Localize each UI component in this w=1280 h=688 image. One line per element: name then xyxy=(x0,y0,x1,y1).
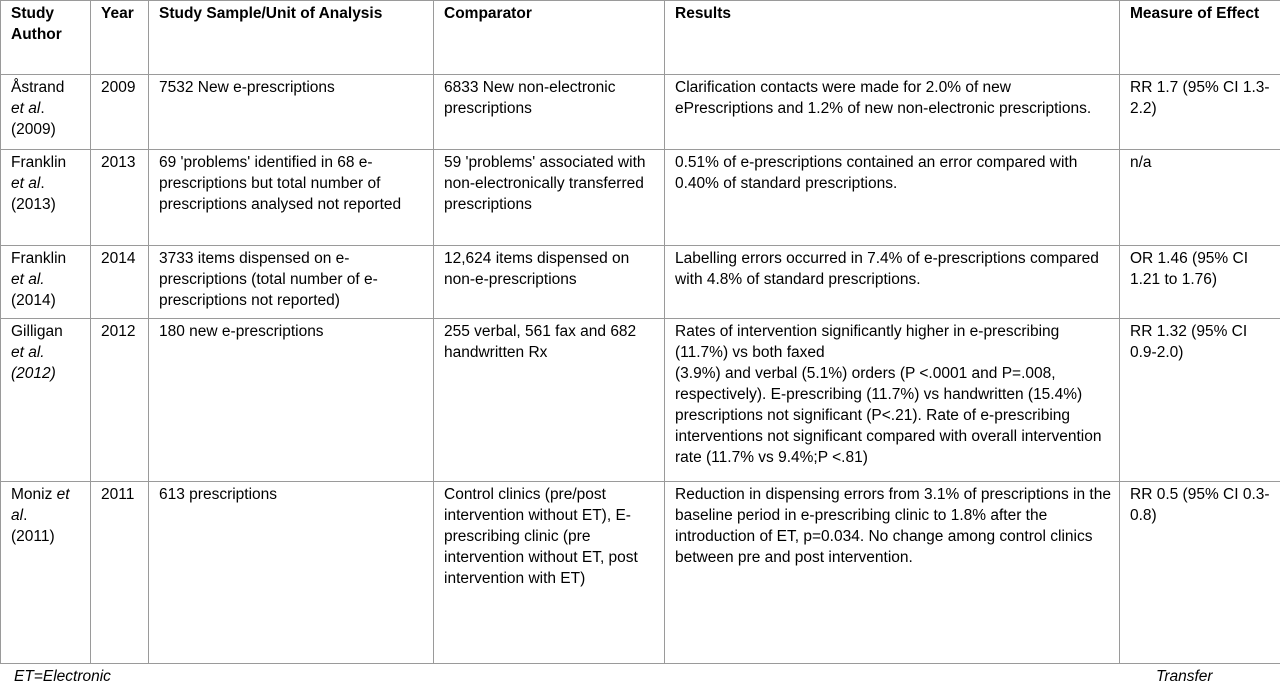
cell-effect: RR 1.32 (95% CI 0.9-2.0) xyxy=(1120,319,1280,482)
cell-author xyxy=(1,319,91,482)
cell-comparator: Control clinics (pre/post intervention without ET), E-prescribing clinic (pre intervention without ET, post intervention with ET) xyxy=(434,482,665,664)
cell-comparator: 255 verbal, 561 fax and 682 handwritten Rx xyxy=(434,319,665,482)
cell-effect: RR 1.7 (95% CI 1.3-2.2) xyxy=(1120,75,1280,150)
cell-comparator: 12,624 items dispensed on non-e-prescriptions xyxy=(434,246,665,319)
header-comparator: Comparator xyxy=(434,1,665,75)
author-name: Åstrand xyxy=(11,79,65,96)
author-name: Franklin xyxy=(11,154,67,171)
table-row xyxy=(1,482,1280,664)
header-measure-of-effect: Measure of Effect xyxy=(1120,1,1280,75)
cell-year: 2011 xyxy=(91,482,149,664)
author-etal: et al xyxy=(11,486,70,524)
author-year: (2013) xyxy=(11,196,56,213)
cell-author xyxy=(1,150,91,246)
cell-comparator: 6833 New non-electronic prescriptions xyxy=(434,75,665,150)
author-etal: et al. xyxy=(11,271,45,288)
header-results: Results xyxy=(665,1,1120,75)
cell-year: 2014 xyxy=(91,246,149,319)
cell-sample: 7532 New e-prescriptions xyxy=(149,75,434,150)
cell-sample: 180 new e-prescriptions xyxy=(149,319,434,482)
footnote-right: Transfer xyxy=(1156,668,1213,685)
author-dot: . xyxy=(40,175,45,192)
author-etal: et al xyxy=(11,175,41,192)
cell-year: 2012 xyxy=(91,319,149,482)
cell-sample: 3733 items dispensed on e-prescriptions (total number of e-prescriptions not reported) xyxy=(149,246,434,319)
cell-year: 2009 xyxy=(91,75,149,150)
results-line: (3.9%) and verbal (5.1%) orders (P <.0001 and P=.008, respectively). E-prescribing (11.7%) vs handwritten (15.4%) prescriptions not significant (P<.21). Rate of e-prescribing interventions not significant compared with overall intervention rate (11.7% vs 9.4%;P <.81) xyxy=(675,365,1102,466)
cell-author xyxy=(1,75,91,150)
table-row xyxy=(1,319,1280,482)
cell-year: 2013 xyxy=(91,150,149,246)
cell-effect: OR 1.46 (95% CI 1.21 to 1.76) xyxy=(1120,246,1280,319)
table-row xyxy=(1,246,1280,319)
author-dot: . xyxy=(23,507,28,524)
table-row xyxy=(1,75,1280,150)
header-study-author: Study Author xyxy=(1,1,91,75)
author-year: (2011) xyxy=(11,528,55,545)
author-name: Gilligan xyxy=(11,323,63,340)
footnote-left: ET=Electronic xyxy=(14,668,111,685)
cell-author xyxy=(1,482,91,664)
results-line: Rates of intervention significantly higher in e-prescribing (11.7%) vs both faxed xyxy=(675,323,1060,361)
author-dot: . xyxy=(40,100,45,117)
header-row xyxy=(1,1,1280,75)
header-study-sample: Study Sample/Unit of Analysis xyxy=(149,1,434,75)
cell-results: 0.51% of e-prescriptions contained an error compared with 0.40% of standard prescriptions. xyxy=(665,150,1120,246)
cell-results: Labelling errors occurred in 7.4% of e-prescriptions compared with 4.8% of standard prescriptions. xyxy=(665,246,1120,319)
cell-effect: n/a xyxy=(1120,150,1280,246)
cell-results xyxy=(665,319,1120,482)
author-etal: et al xyxy=(11,100,41,117)
author-year: (2009) xyxy=(11,121,56,138)
header-year: Year xyxy=(91,1,149,75)
cell-results: Clarification contacts were made for 2.0% of new ePrescriptions and 1.2% of new non-electronic prescriptions. xyxy=(665,75,1120,150)
cell-effect: RR 0.5 (95% CI 0.3-0.8) xyxy=(1120,482,1280,664)
cell-sample: 613 prescriptions xyxy=(149,482,434,664)
author-etal: et al. xyxy=(11,344,45,361)
author-name: Moniz xyxy=(11,486,53,503)
author-year: (2012) xyxy=(11,365,56,382)
author-year: (2014) xyxy=(11,292,56,309)
cell-author xyxy=(1,246,91,319)
cell-comparator: 59 'problems' associated with non-electronically transferred prescriptions xyxy=(434,150,665,246)
author-name: Franklin xyxy=(11,250,67,267)
cell-results: Reduction in dispensing errors from 3.1% of prescriptions in the baseline period in e-prescribing clinic to 1.8% after the introduction of ET, p=0.034. No change among control clinics between pre and post intervention. xyxy=(665,482,1120,664)
cell-sample: 69 'problems' identified in 68 e-prescriptions but total number of prescriptions analysed not reported xyxy=(149,150,434,246)
table-row xyxy=(1,150,1280,246)
